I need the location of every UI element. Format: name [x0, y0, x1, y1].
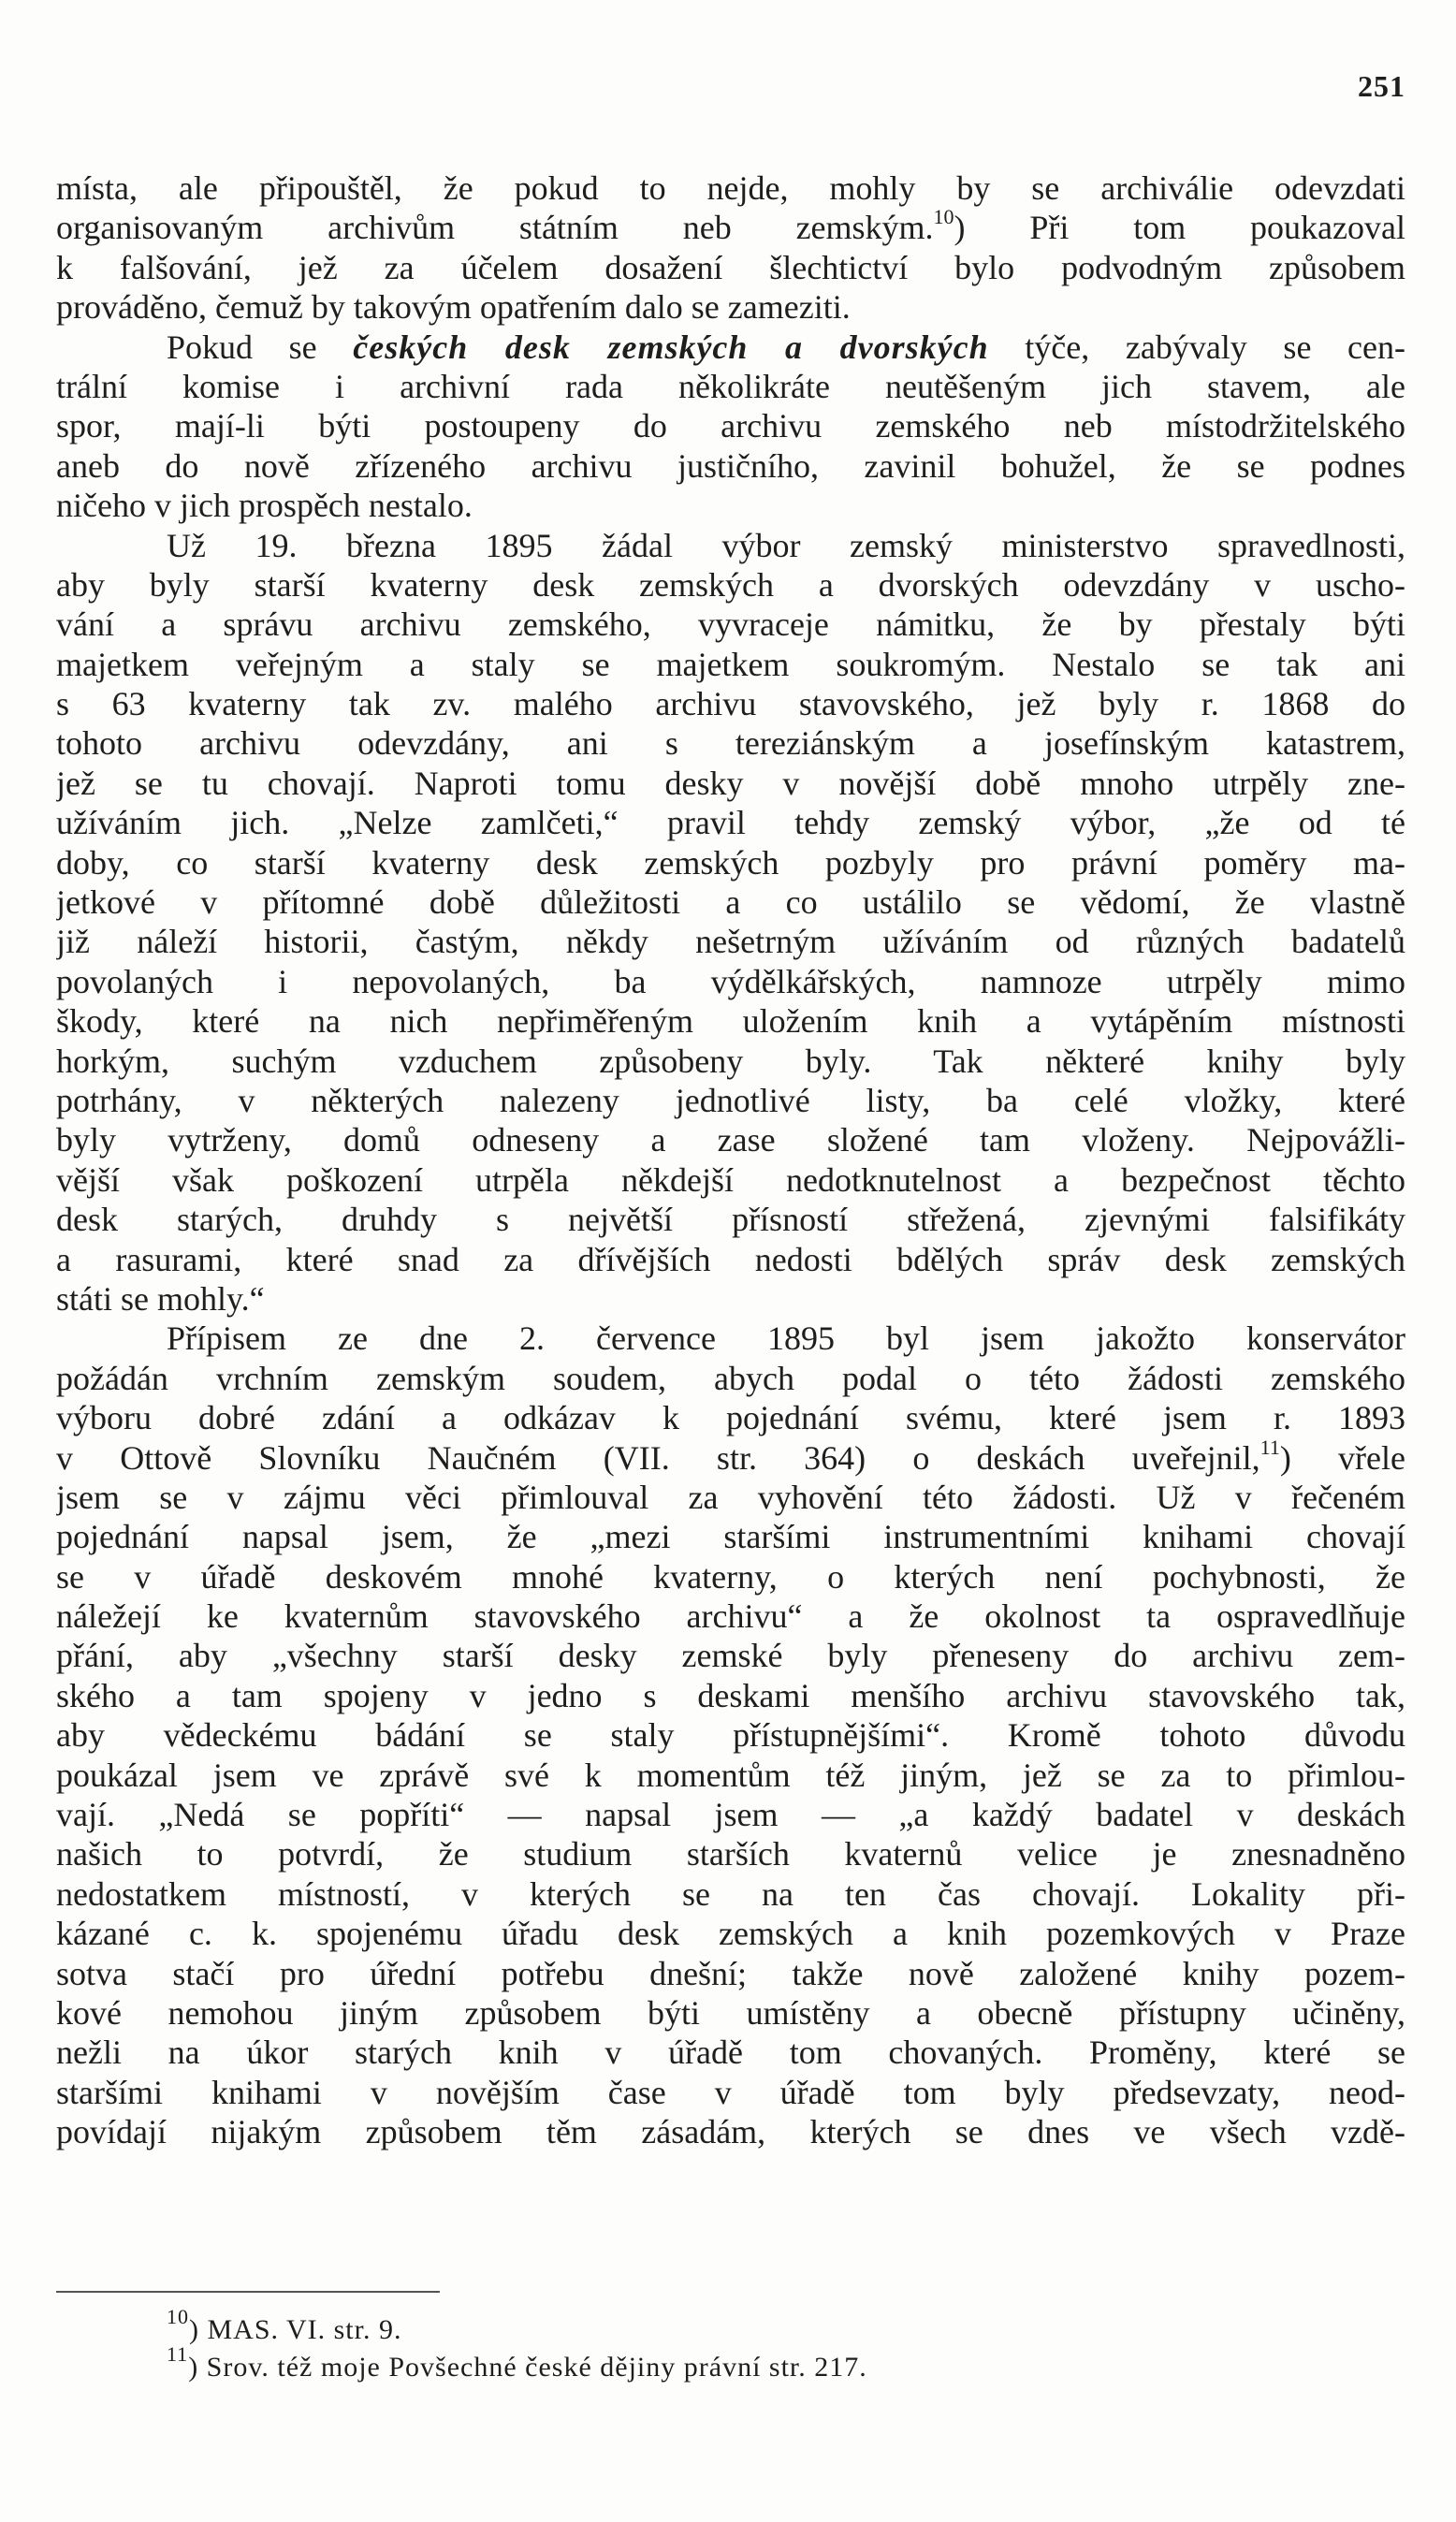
text-line: k falšování, jež za účelem dosažení šlechtictví bylo podvodným způsobem [56, 248, 1405, 286]
text-line: organisovaným archivům státním neb zemským.$^{10}$) Při tom poukazoval [56, 208, 1405, 247]
text-line: jež se tu chovají. Naproti tomu desky v novější době mnoho utrpěly zne- [56, 764, 1405, 802]
footnote-mark: 10 [167, 2305, 189, 2328]
footnote-ref: 10 [933, 208, 954, 229]
text-line: byly vytrženy, domů odneseny a zase složené tam vloženy. Nejpovážli- [56, 1121, 1405, 1159]
text-line: místa, ale připouštěl, že pokud to nejde, mohly by se archiválie odevzdati [56, 169, 1405, 207]
paragraph-start-line: Přípisem ze dne 2. července 1895 byl jsem jakožto konservátor [167, 1319, 1405, 1358]
text-line: ničeho v jich prospěch nestalo. [56, 487, 473, 525]
page-number: 251 [1358, 69, 1405, 103]
text-line: již náleží historii, častým, někdy nešetrným užíváním od různých badatelů [56, 923, 1405, 961]
text-line: v Ottově Slovníku Naučném (VII. str. 364) o deskách uveřejnil,$^{11}$) vřele [56, 1438, 1405, 1478]
text-line: jsem se v zájmu věci přimlouval za vyhovění této žádosti. Už v řečeném [56, 1478, 1405, 1516]
text-line: aneb do nově zřízeného archivu justičního, zavinil bohužel, že se podnes [56, 446, 1405, 485]
text-line: užíváním jich. „Nelze zamlčeti,“ pravil tehdy zemský výbor, „že od té [56, 804, 1405, 842]
footnote: $^{10}$) MAS. VI. str. 9. [167, 2305, 402, 2345]
text-line: se v úřadě deskovém mnohé kvaterny, o kterých není pochybnosti, že [56, 1557, 1405, 1596]
text-line: poukázal jsem ve zprávě své k momentům též jiným, jež se za to přimlou- [56, 1756, 1405, 1794]
footnote: $^{11}$) Srov. též moje Povšechné české dějiny právní str. 217. [167, 2342, 867, 2383]
text-line: kové nemohou jiným způsobem býti umístěny a obecně přístupny učiněny, [56, 1993, 1405, 2032]
text-line: a rasurami, které snad za dřívějších nedosti bdělých správ desk zemských [56, 1240, 1405, 1278]
text-line: požádán vrchním zemským soudem, abych podal o této žádosti zemského [56, 1359, 1405, 1397]
text-line: vají. „Nedá se popříti“ — napsal jsem — „a každý badatel v deskách [56, 1796, 1405, 1834]
text-line: potrhány, v některých nalezeny jednotlivé listy, ba celé vložky, které [56, 1081, 1405, 1119]
text-line: tohoto archivu odevzdány, ani s tereziánským a josefínským katastrem, [56, 724, 1405, 763]
text-line: spor, mají-li býti postoupeny do archivu zemského neb místodržitelského [56, 407, 1405, 445]
text-line: nedostatkem místností, v kterých se na ten čas chovají. Lokality při- [56, 1874, 1405, 1913]
text-line: horkým, suchým vzduchem způsobeny byly. Tak některé knihy byly [56, 1042, 1405, 1080]
text-line: aby vědeckému bádání se staly přístupnějšími“. Kromě tohoto důvodu [56, 1716, 1405, 1755]
text-line: trální komise i archivní rada několikráte neutěšeným jich stavem, ale [56, 367, 1405, 405]
text-line: nežli na úkor starých knih v úřadě tom chovaných. Proměny, které se [56, 2034, 1405, 2072]
text-line: škody, které na nich nepřiměřeným uložením knih a vytápěním místnosti [56, 1002, 1405, 1041]
body-text [56, 168, 1405, 2152]
footnote-ref: 11 [1259, 1437, 1280, 1459]
text-line: přání, aby „všechny starší desky zemské byly přeneseny do archivu zem- [56, 1637, 1405, 1675]
text-line: desk starých, druhdy s největší přísností střežená, zjevnými falsifikáty [56, 1201, 1405, 1239]
text-line: doby, co starší kvaterny desk zemských pozbyly pro právní poměry ma- [56, 843, 1405, 882]
text-line: staršími knihami v novějším čase v úřadě tom byly předsevzaty, neod- [56, 2073, 1405, 2111]
text-line: vější však poškození utrpěla někdejší nedotknutelnost a bezpečnost těchto [56, 1160, 1405, 1199]
text-line: našich to potvrdí, že studium starších kvaternů velice je znesnadněno [56, 1835, 1405, 1873]
text-line: státi se mohly.“ [56, 1279, 265, 1318]
paragraph-start-line: Pokud se českých desk zemských a dvorských týče, zabývaly se cen- [167, 328, 1405, 366]
footnote-mark: 11 [167, 2342, 189, 2366]
text-line: ského a tam spojeny v jedno s deskami menšího archivu stavovského tak, [56, 1676, 1405, 1714]
text-line: sotva stačí pro úřední potřebu dnešní; takže nově založené knihy pozem- [56, 1954, 1405, 1992]
footnotes [167, 2305, 1383, 2386]
text-line: povídají nijakým způsobem těm zásadám, kterých se dnes ve všech vzdě- [56, 2113, 1405, 2151]
footnote-divider [56, 2291, 440, 2293]
text-line: majetkem veřejným a staly se majetkem soukromým. Nestalo se tak ani [56, 645, 1405, 683]
emphasis-text: českých desk zemských a dvorských [353, 328, 989, 366]
text-line: jetkové v přítomné době důležitosti a co ustálilo se vědomí, že vlastně [56, 883, 1405, 922]
text-line: výboru dobré zdání a odkázav k pojednání svému, které jsem r. 1893 [56, 1399, 1405, 1437]
text-line: pojednání napsal jsem, že „mezi staršími instrumentními knihami chovají [56, 1518, 1405, 1556]
paragraph-start-line: Už 19. března 1895 žádal výbor zemský ministerstvo spravedlnosti, [167, 526, 1405, 564]
text-line: náležejí ke kvaternům stavovského archivu“ a že okolnost ta ospravedlňuje [56, 1597, 1405, 1636]
text-line: aby byly starší kvaterny desk zemských a dvorských odevzdány v uscho- [56, 565, 1405, 604]
text-line: kázané c. k. spojenému úřadu desk zemských a knih pozemkových v Praze [56, 1915, 1405, 1953]
text-line: prováděno, čemuž by takovým opatřením dalo se zameziti. [56, 288, 851, 327]
text-line: s 63 kvaterny tak zv. malého archivu stavovského, jež byly r. 1868 do [56, 685, 1405, 723]
text-line: vání a správu archivu zemského, vyvraceje námitku, že by přestaly býti [56, 605, 1405, 644]
text-line: povolaných i nepovolaných, ba výdělkářských, namnoze utrpěly mimo [56, 962, 1405, 1000]
